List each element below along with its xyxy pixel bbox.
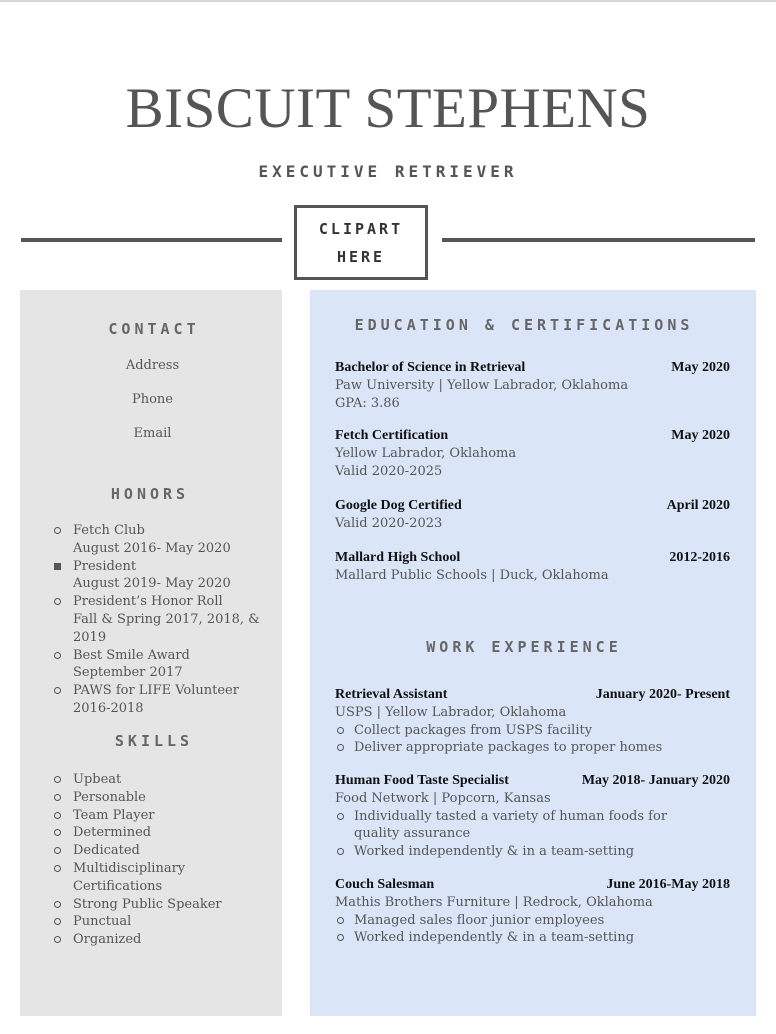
entry-title: Couch Salesman xyxy=(335,877,435,892)
work-heading: WORK EXPERIENCE xyxy=(426,638,622,656)
list-item: Dedicated xyxy=(54,842,222,860)
list-item: Multidisciplinary Certifications xyxy=(54,860,222,896)
list-item: Worked independently & in a team-setting xyxy=(335,929,730,947)
entry-date: 2012-2016 xyxy=(669,550,730,565)
job-title: EXECUTIVE RETRIEVER xyxy=(258,162,518,181)
contact-heading: CONTACT xyxy=(108,320,200,338)
entry-date: April 2020 xyxy=(666,498,730,513)
list-item: Punctual xyxy=(54,913,222,931)
contact-email: Email xyxy=(133,426,172,441)
contact-address: Address xyxy=(125,358,180,373)
entry-line: Mallard Public Schools | Duck, Oklahoma xyxy=(335,567,609,583)
clipart-label-line1: CLIPART xyxy=(318,219,404,238)
education-entry xyxy=(335,427,730,480)
list-item: Team Player xyxy=(54,807,222,825)
list-item: Personable xyxy=(54,789,222,807)
work-bullets xyxy=(335,912,730,948)
sidebar xyxy=(20,290,282,1016)
clipart-placeholder xyxy=(294,205,428,280)
education-entry xyxy=(335,497,730,533)
work-entry xyxy=(335,876,730,947)
work-bullets xyxy=(335,722,730,758)
entry-org: Mathis Brothers Furniture | Redrock, Oklahoma xyxy=(335,894,653,910)
list-item: President August 2019- May 2020 xyxy=(54,558,260,594)
list-item: Determined xyxy=(54,824,222,842)
skills-list xyxy=(54,771,222,949)
list-item: Organized xyxy=(54,931,222,949)
entry-title: Human Food Taste Specialist xyxy=(335,773,509,788)
entry-date: May 2020 xyxy=(671,360,730,375)
list-item: Managed sales floor junior employees xyxy=(335,912,730,930)
entry-title: Bachelor of Science in Retrieval xyxy=(335,360,526,375)
entry-title: Fetch Certification xyxy=(335,428,449,443)
entry-line: Yellow Labrador, Oklahoma xyxy=(335,445,517,461)
entry-org: Food Network | Popcorn, Kansas xyxy=(335,790,551,806)
main-content xyxy=(310,290,756,1016)
list-item: President’s Honor Roll Fall & Spring 2017, 2018, & 2019 xyxy=(54,593,260,646)
list-item: Deliver appropriate packages to proper homes xyxy=(335,739,730,757)
clipart-label-line2: HERE xyxy=(336,247,386,266)
work-bullets xyxy=(335,808,730,861)
entry-date: May 2018- January 2020 xyxy=(581,773,730,788)
entry-date: May 2020 xyxy=(671,428,730,443)
list-item: Collect packages from USPS facility xyxy=(335,722,730,740)
education-entry xyxy=(335,359,730,412)
entry-title: Google Dog Certified xyxy=(335,498,462,513)
entry-date: January 2020- Present xyxy=(595,687,730,702)
entry-title: Mallard High School xyxy=(335,550,461,565)
list-item: Upbeat xyxy=(54,771,222,789)
entry-line: Paw University | Yellow Labrador, Oklahoma xyxy=(335,377,629,393)
divider-right xyxy=(442,238,755,242)
education-heading: EDUCATION & CERTIFICATIONS xyxy=(354,316,694,334)
contact-phone: Phone xyxy=(131,392,173,407)
list-item: Individually tasted a variety of human foods for quality assurance xyxy=(335,808,730,844)
work-entry xyxy=(335,686,730,757)
divider-left xyxy=(21,238,282,242)
entry-line: Valid 2020-2023 xyxy=(335,515,443,531)
entry-line: GPA: 3.86 xyxy=(335,395,400,411)
entry-date: June 2016-May 2018 xyxy=(606,877,730,892)
list-item: PAWS for LIFE Volunteer 2016-2018 xyxy=(54,682,260,718)
honors-heading: HONORS xyxy=(110,485,190,503)
education-entry xyxy=(335,549,730,585)
entry-org: USPS | Yellow Labrador, Oklahoma xyxy=(335,704,567,720)
list-item: Worked independently & in a team-setting xyxy=(335,843,730,861)
skills-heading: SKILLS xyxy=(114,732,194,750)
list-item: Fetch Club August 2016- May 2020 xyxy=(54,522,260,558)
entry-line: Valid 2020-2025 xyxy=(335,463,443,479)
resume-name: BISCUIT STEPHENS xyxy=(125,77,651,140)
entry-title: Retrieval Assistant xyxy=(335,687,448,702)
list-item: Strong Public Speaker xyxy=(54,896,222,914)
work-entry xyxy=(335,772,730,861)
top-border xyxy=(0,0,776,2)
honors-list xyxy=(54,522,260,718)
list-item: Best Smile Award September 2017 xyxy=(54,647,260,683)
